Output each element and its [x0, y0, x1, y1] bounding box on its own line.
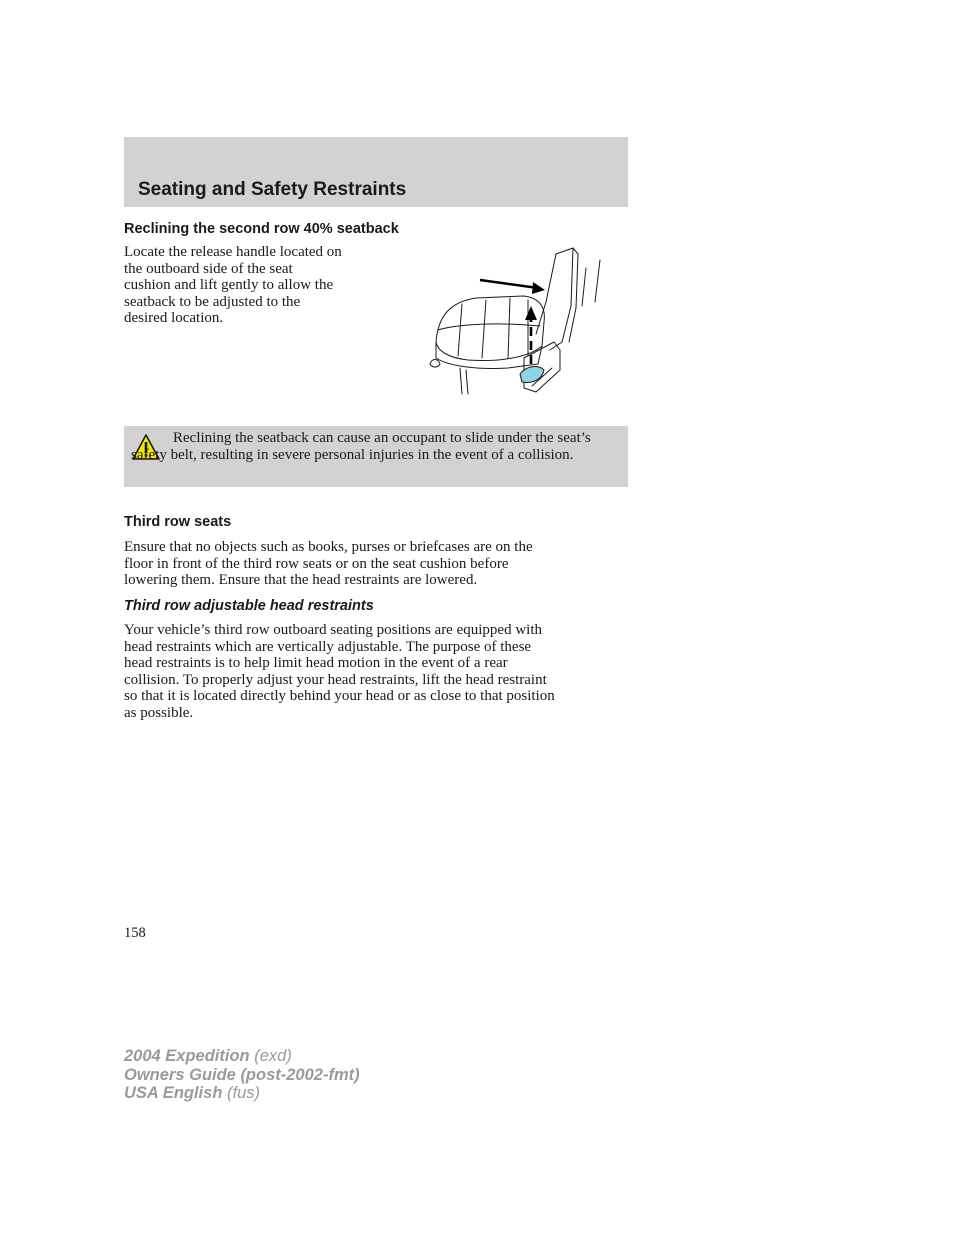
recline-body-line: the outboard side of the seat [124, 260, 293, 277]
recline-body-line: Locate the release handle located on [124, 244, 342, 260]
recline-body-line: cushion and lift gently to allow the [124, 277, 334, 293]
head-restraints-body-line: as possible. [124, 704, 194, 721]
head-restraints-heading: Third row adjustable head restraints [124, 598, 374, 614]
section-title: Seating and Safety Restraints [138, 179, 407, 200]
head-restraints-body-line: so that it is located directly behind your head or as close to that position [124, 688, 555, 704]
head-restraints-body [124, 622, 628, 721]
head-restraints-body-line: head restraints is to help limit head motion in the event of a rear [124, 655, 508, 671]
section-header-band [124, 137, 628, 207]
third-row-body-line: floor in front of the third row seats or on the seat cushion before [124, 555, 509, 572]
head-restraints-body-line: Your vehicle’s third row outboard seating positions are equipped with [124, 622, 542, 638]
third-row-heading: Third row seats [124, 514, 232, 530]
footer-line-3 [124, 1084, 360, 1103]
document-footer [124, 1047, 360, 1103]
third-row-body [124, 539, 628, 589]
footer-language-code: (fus) [227, 1084, 260, 1102]
third-row-body-line: lowering them. Ensure that the head restraints are lowered. [124, 572, 478, 588]
footer-model: 2004 Expedition [124, 1047, 250, 1065]
footer-language: USA English [124, 1084, 223, 1102]
recline-body-line: seatback to be adjusted to the [124, 293, 301, 310]
page-number: 158 [124, 925, 146, 941]
recline-body [124, 244, 414, 327]
warning-text: Reclining the seatback can cause an occupant to slide under the seat’s safety belt, resulting in severe personal injuries in the event of a collision. [131, 430, 591, 463]
recline-body-line: desired location. [124, 310, 224, 326]
footer-line-2 [124, 1066, 360, 1085]
recline-heading: Reclining the second row 40% seatback [124, 221, 399, 237]
footer-model-code: (exd) [254, 1047, 292, 1065]
footer-line-1 [124, 1047, 360, 1066]
third-row-body-line: Ensure that no objects such as books, purses or briefcases are on the [124, 539, 533, 555]
head-restraints-body-line: head restraints which are vertically adjustable. The purpose of these [124, 638, 532, 655]
warning-box [124, 426, 628, 487]
seat-recline-illustration [428, 246, 610, 396]
head-restraints-body-line: collision. To properly adjust your head restraints, lift the head restraint [124, 671, 547, 688]
footer-guide: Owners Guide (post-2002-fmt) [124, 1065, 360, 1084]
